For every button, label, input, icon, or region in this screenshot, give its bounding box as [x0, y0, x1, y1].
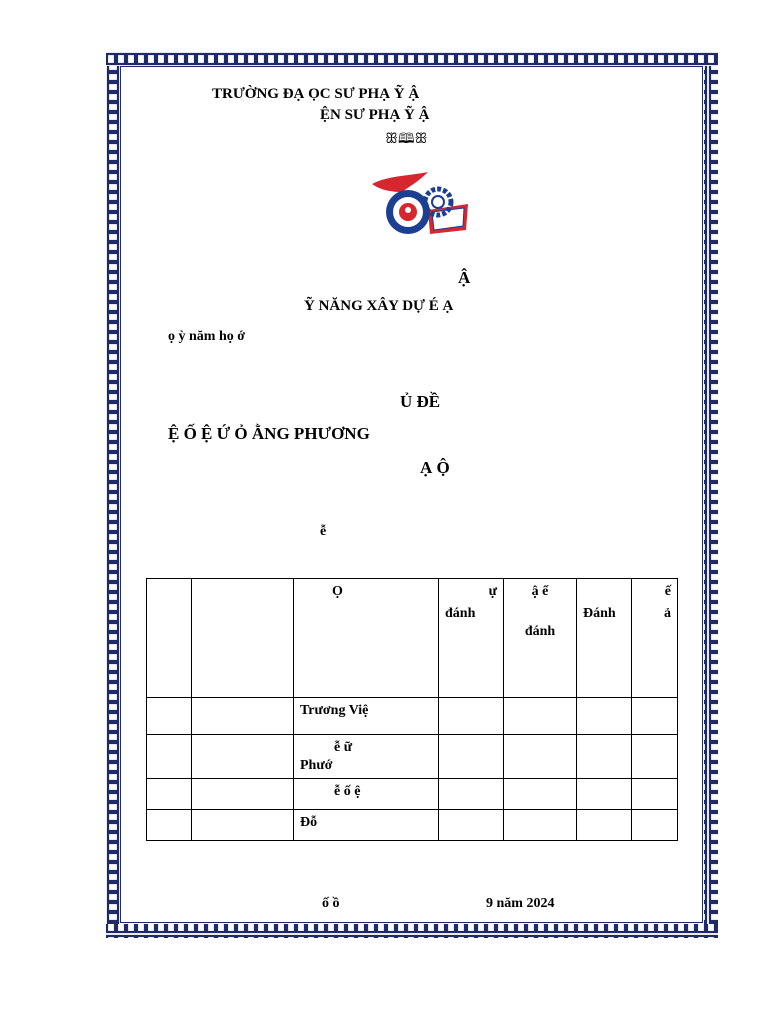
- topic-title-line2: Ạ Ộ: [420, 458, 450, 477]
- header-cell-name: Ọ: [294, 579, 439, 698]
- header-cell-rating: Đánh: [577, 579, 632, 698]
- table-row: [147, 698, 678, 735]
- university-logo: [368, 170, 472, 240]
- university-name: TRƯỜNG ĐẠ ỌC SƯ PHẠ Ỹ Ậ: [212, 86, 420, 102]
- table-header-row: [147, 579, 678, 698]
- header-cell-self-eval: ự đánh: [439, 579, 504, 698]
- course-name: Ỹ NĂNG XÂY DỰ É Ạ: [304, 298, 454, 314]
- topic-title-line1: Ệ Ố Ệ Ứ Ỏ ẰNG PHƯƠNG: [168, 424, 370, 443]
- member-name: Trương Việ: [294, 698, 439, 735]
- member-name: Đỗ: [294, 810, 439, 841]
- instructor-line: ễ: [320, 524, 327, 539]
- footer-place: ố ồ: [322, 896, 340, 911]
- topic-label: Ủ ĐỀ: [400, 392, 441, 411]
- header-cell-result: ế ả: [632, 579, 678, 698]
- table-row: [147, 779, 678, 810]
- header-cell-group-eval: ậ ể đánh: [504, 579, 577, 698]
- report-label: Ậ: [458, 268, 471, 287]
- table-row: [147, 810, 678, 841]
- term-info: ọ ỳ năm họ ớ: [168, 329, 245, 344]
- header-cell-id: [192, 579, 294, 698]
- member-name: ễ ữ Phướ: [294, 735, 439, 779]
- header-cell-stt: [147, 579, 192, 698]
- table-row: [147, 735, 678, 779]
- members-table: [146, 578, 678, 841]
- ornament-divider: ꕥ🕮ꕥ: [385, 132, 428, 147]
- footer-date: 9 năm 2024: [486, 896, 555, 911]
- member-name: ễ ố ệ: [294, 779, 439, 810]
- institute-name: ỆN SƯ PHẠ Ỹ Ậ: [320, 107, 430, 123]
